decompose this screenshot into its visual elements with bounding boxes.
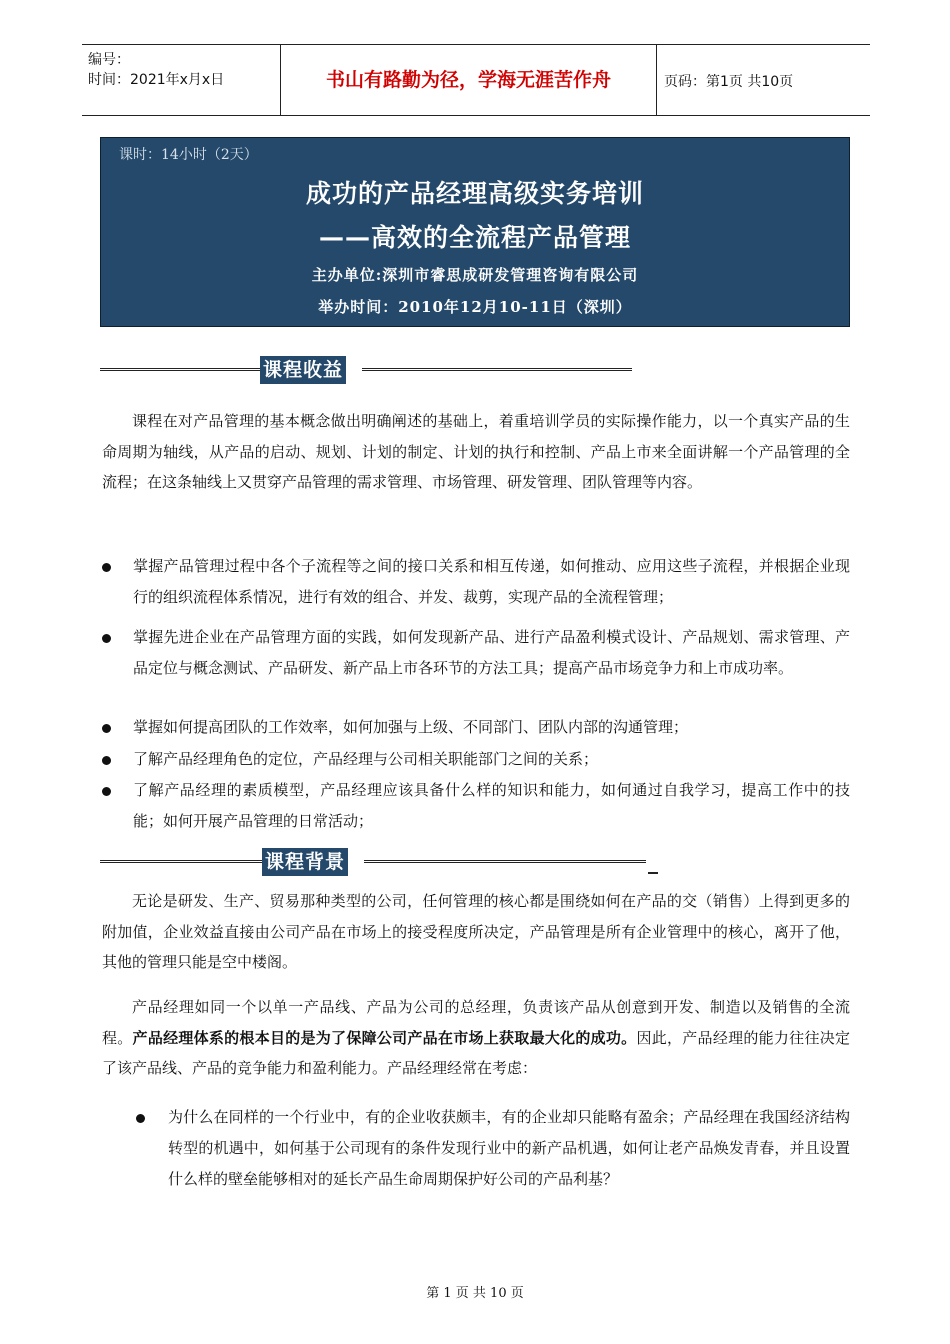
bullet-icon: [136, 1114, 145, 1123]
heading-rule-left: [100, 368, 260, 371]
section-heading-label: 课程背景: [262, 848, 348, 876]
bullet-icon: [102, 756, 111, 765]
list-item-text: 了解产品经理的素质模型，产品经理应该具备什么样的知识和能力，如何通过自我学习，提高工作中的技能；如何开展产品管理的日常活动；: [133, 781, 850, 830]
header-page-label: 页码：第1页 共10页: [664, 74, 794, 90]
header-number-label: 编号：: [88, 52, 130, 68]
background-paragraph-1: 无论是研发、生产、贸易那种类型的公司，任何管理的核心都是围绕如何在产品的交（销售）上得到更多的附加值，企业效益直接由公司产品在市场上的接受程度所决定，产品管理是所有企业管理中的核心，离开了他，其他的管理只能是空中楼阁。: [102, 892, 850, 971]
title-banner: [100, 137, 850, 327]
section-heading-background: [100, 848, 660, 878]
background-paragraph-2: [102, 992, 850, 1084]
list-item-text: 掌握先进企业在产品管理方面的实践，如何发现新产品、进行产品盈利模式设计、产品规划、需求管理、产品定位与概念测试、产品研发、新产品上市各环节的方法工具；提高产品市场竞争力和上市成功率。: [133, 628, 850, 677]
organizer: 主办单位:深圳市睿思成研发管理咨询有限公司: [311, 266, 639, 284]
paragraph-bold-text: 产品经理体系的根本目的是为了保障公司产品在市场上获取最大化的成功。: [132, 1028, 637, 1047]
course-subtitle: ——高效的全流程产品管理: [318, 223, 631, 252]
heading-rule-right: [364, 860, 646, 863]
list-item-text: 掌握产品管理过程中各个子流程等之间的接口关系和相互传递，如何推动、应用这些子流程，并根据企业现行的组织流程体系情况，进行有效的组合、并发、裁剪，实现产品的全流程管理；: [133, 557, 850, 606]
list-item-text: 为什么在同样的一个行业中，有的企业收获颇丰，有的企业却只能略有盈余；产品经理在我国经济结构转型的机遇中，如何基于公司现有的条件发现行业中的新产品机遇，如何让老产品焕发青春，并且设置什么样的壁垒能够相对的延长产品生命周期保护好公司的产品利基？: [168, 1108, 850, 1188]
header-time-label: 时间：2021年x月x日: [88, 72, 225, 88]
course-title: 成功的产品经理高级实务培训: [305, 179, 644, 208]
list-item-text: 了解产品经理角色的定位，产品经理与公司相关职能部门之间的关系；: [133, 750, 599, 768]
document-header: [82, 44, 870, 116]
event-date: 举办时间：2010年12月10-11日（深圳）: [318, 298, 632, 316]
page-footer: 第 1 页 共 10 页: [426, 1286, 524, 1301]
header-meta-cell: [82, 45, 281, 115]
course-hours: 课时：14小时（2天）: [119, 147, 258, 163]
paragraph-text: 产品经理如同一个以单一产品线、产品为公司的总经理，负责该产品从创意到开发、制造以及销售的全流程。: [102, 998, 850, 1047]
section-heading-benefits: [100, 356, 632, 386]
section-heading-label: 课程收益: [260, 356, 346, 384]
heading-rule-right: [362, 368, 632, 371]
bullet-icon: [102, 634, 111, 643]
bullet-icon: [102, 787, 111, 796]
header-motto: 书山有路勤为径，学海无涯苦作舟: [281, 45, 657, 115]
benefits-intro: 课程在对产品管理的基本概念做出明确阐述的基础上，着重培训学员的实际操作能力，以一个真实产品的生命周期为轴线，从产品的启动、规划、计划的制定、计划的执行和控制、产品上市来全面讲解一个产品管理的全流程；在这条轴线上又贯穿产品管理的需求管理、市场管理、研发管理、团队管理等内容。: [102, 412, 850, 491]
paragraph-text: 因此，产品经理的能力往往决定了该产品线、产品的竞争能力和盈利能力。产品经理经常在考虑：: [102, 1028, 850, 1077]
bullet-icon: [102, 563, 111, 572]
heading-underscore: [648, 872, 658, 874]
bullet-icon: [102, 724, 111, 733]
heading-rule-left: [100, 860, 262, 863]
list-item-text: 掌握如何提高团队的工作效率，如何加强与上级、不同部门、团队内部的沟通管理；: [133, 718, 689, 736]
